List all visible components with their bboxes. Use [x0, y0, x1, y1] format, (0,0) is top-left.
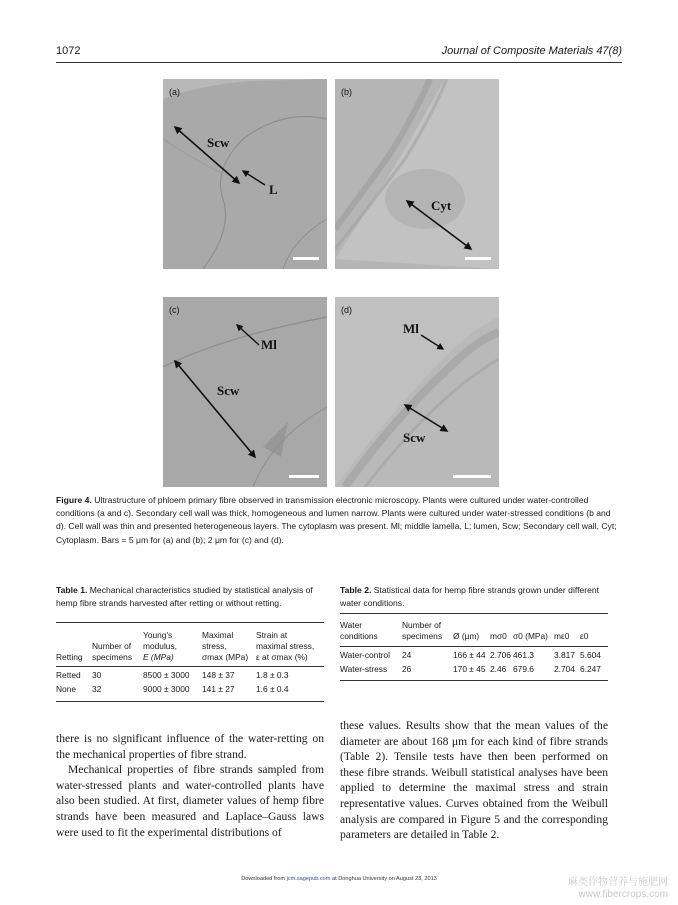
table-cell: 24 [402, 650, 412, 660]
col-header: Strain at maximal stress, ε at σmax (%) [256, 623, 324, 667]
table-cell: 170 ± 45 [453, 664, 486, 674]
figure-caption-text: Ultrastructure of phloem primary fibre observed in transmission electronic microscopy. Plants were cultured under water-controlled conditions (a and c). Secondary cell wall was thick, homogeneous and lumen narrow. Plants were cultured under water-stressed conditions (b and d). Cell wall was thin and presented heterogeneous layers. The cytoplasm was present. Ml; middle lamella, L; lumen, Scw; Secondary cell wall, Cyt; Cytoplasm. Bars = 5 μm for (a) and (b); 2 μm for (c) and (d). [56, 495, 617, 545]
scale-bar [289, 475, 319, 478]
table-cell: 8500 ± 3000 [143, 670, 190, 680]
col-header: Number of specimens [402, 614, 453, 647]
body-column-left [56, 731, 324, 840]
table-cell: 30 [92, 670, 102, 680]
table-cell: 26 [402, 664, 412, 674]
label-scw-c: Scw [217, 383, 240, 398]
table-header-row [340, 614, 608, 647]
col-header: mσ0 [490, 614, 513, 647]
table-cell: 1.8 ± 0.3 [256, 670, 289, 680]
watermark-line2: www.fibercrops.com [578, 889, 668, 900]
label-scw-a: Scw [207, 135, 230, 150]
table-header-row [56, 623, 324, 667]
label-scw-d: Scw [403, 430, 426, 445]
panel-label-d: (d) [341, 305, 352, 315]
footer-link[interactable]: jcm.sagepub.com [286, 876, 331, 882]
table-row [56, 681, 324, 702]
table-cell: 461.3 [513, 650, 534, 660]
col-header: mε0 [554, 614, 580, 647]
footer-prefix: Downloaded from [241, 876, 286, 882]
table2 [340, 613, 608, 681]
table-cell: 32 [92, 684, 102, 694]
table-cell: Water-stress [340, 664, 388, 674]
table-row [56, 667, 324, 682]
panel-label-b: (b) [341, 87, 352, 97]
figure-panel-b [335, 79, 499, 269]
table1-caption [56, 584, 324, 609]
table-cell: 679.6 [513, 664, 534, 674]
label-cyt-b: Cyt [431, 198, 452, 213]
label-ml-d: Ml [403, 321, 419, 336]
table-cell: 2.706 [490, 650, 511, 660]
table2-label: Table 2. [340, 585, 372, 595]
col-header: Number of specimens [92, 623, 143, 667]
figure-panel-d [335, 297, 499, 487]
col-header: Young's modulus, E (MPa) [143, 623, 202, 667]
figure-panel-a [163, 79, 327, 269]
scale-bar [293, 257, 319, 260]
table-cell: 2.704 [554, 664, 575, 674]
col-header: Maximal stress, σmax (MPa) [202, 623, 256, 667]
scale-bar [453, 475, 491, 478]
table-cell: 5.604 [580, 650, 601, 660]
table-cell: 148 ± 37 [202, 670, 235, 680]
panel-label-a: (a) [169, 87, 180, 97]
label-l-a: L [269, 182, 278, 197]
col-header: Water conditions [340, 614, 402, 647]
table-cell: 2.46 [490, 664, 507, 674]
col-header: Ø (μm) [453, 614, 490, 647]
figure-caption [56, 494, 622, 547]
body-column-right [340, 718, 608, 843]
watermark-line1: 麻类作物营养与施肥网 [568, 877, 668, 888]
paragraph: Mechanical properties of fibre strands sampled from water-stressed plants and water-controlled plants have also been studied. At first, diameter values of hemp fibre strands have been measured and Laplace–Gauss laws were used to fit the experimental distributions of [56, 763, 324, 839]
table1-caption-text: Mechanical characteristics studied by statistical analysis of hemp fibre strands harvested after retting or without retting. [56, 585, 313, 608]
table-cell: Retted [56, 670, 81, 680]
footer-suffix: at Donghua University on August 23, 2013 [332, 876, 437, 882]
figure-panel-c [163, 297, 327, 487]
col-header: ε0 [580, 614, 608, 647]
table-row [340, 647, 608, 662]
panel-label-c: (c) [169, 305, 180, 315]
running-header [56, 45, 622, 61]
table-cell: Water-control [340, 650, 390, 660]
table-cell: None [56, 684, 77, 694]
table-cell: 9000 ± 3000 [143, 684, 190, 694]
watermark [568, 877, 668, 901]
paragraph: there is no significant influence of the water-retting on the mechanical properties of fibre strand. [56, 732, 324, 761]
table2-caption-text: Statistical data for hemp fibre strands grown under different water conditions. [340, 585, 600, 608]
figure-caption-label: Figure 4. [56, 495, 92, 505]
table-cell: 141 ± 27 [202, 684, 235, 694]
label-ml-c: Ml [261, 337, 277, 352]
page-number: 1072 [56, 45, 81, 57]
table2-caption [340, 584, 608, 609]
journal-name: Journal of Composite Materials 47(8) [441, 45, 622, 57]
table-cell: 3.817 [554, 650, 575, 660]
col-header: Retting [56, 623, 92, 667]
col-header: σ0 (MPa) [513, 614, 554, 647]
scale-bar [465, 257, 491, 260]
header-rule [56, 62, 622, 63]
table-cell: 166 ± 44 [453, 650, 486, 660]
table-row [340, 661, 608, 681]
table-cell: 6.247 [580, 664, 601, 674]
paragraph: these values. Results show that the mean values of the diameter are about 168 μm for each kind of fibre strands (Table 2). Tensile tests have then been performed on these fibre strands. Weibull statistical analyses have been applied to determine the maximal stress and strain representative values. Curves obtained from the Weibull analysis are compared in Figure 5 and the corresponding parameters are detailed in Table 2. [340, 719, 608, 842]
table1-label: Table 1. [56, 585, 88, 595]
table-cell: 1.6 ± 0.4 [256, 684, 289, 694]
table1 [56, 622, 324, 702]
